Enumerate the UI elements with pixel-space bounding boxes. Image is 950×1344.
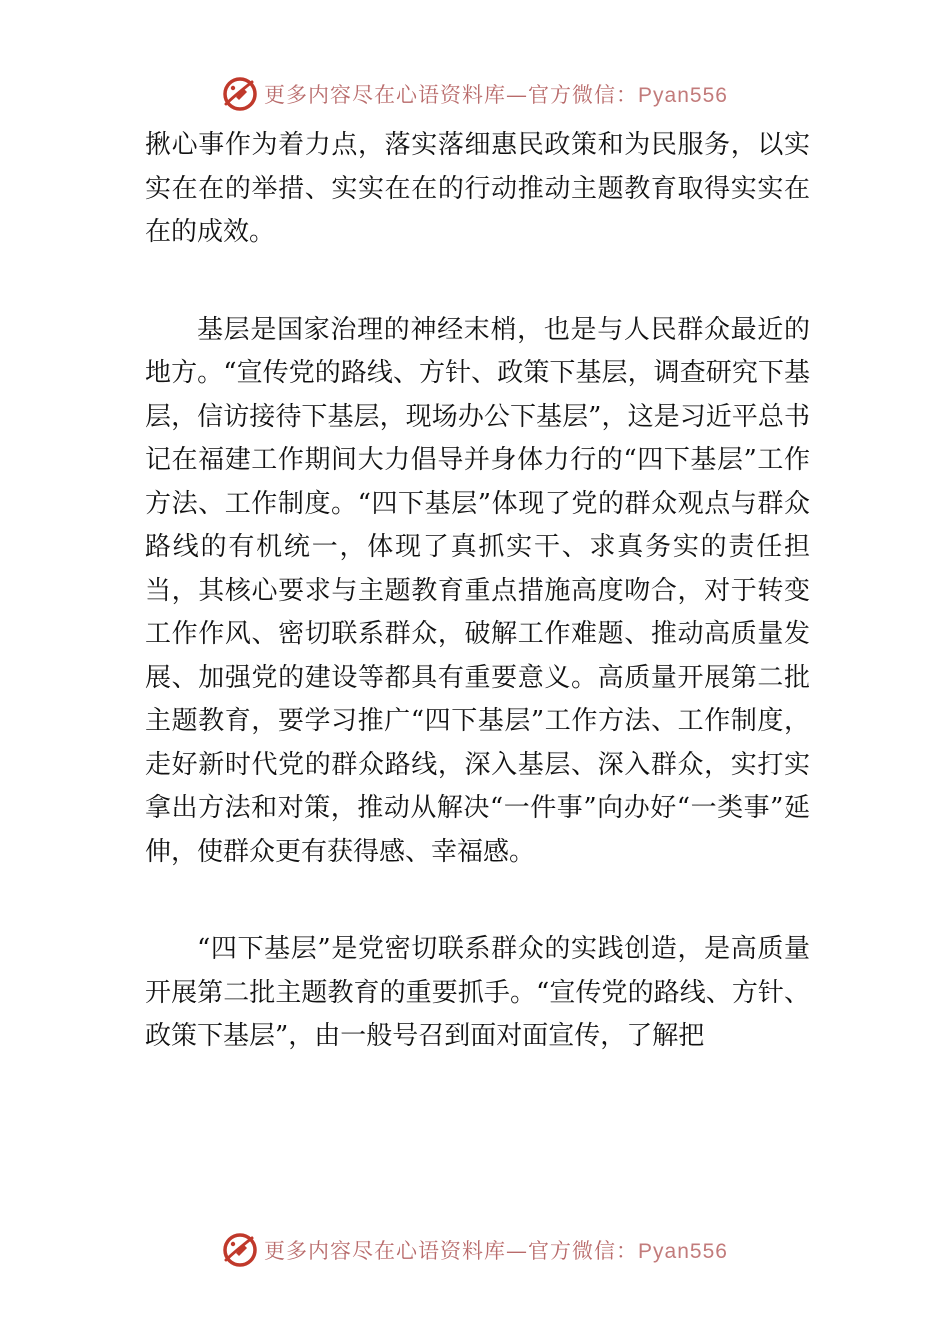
article-body (145, 124, 810, 1059)
footer-banner (0, 1232, 950, 1268)
footer-banner-text: 更多内容尽在心语资料库—官方微信：Pyan556 (264, 1239, 728, 1263)
pen-logo-icon (222, 1232, 258, 1268)
pen-logo-icon (222, 76, 258, 112)
paragraph-2: 基层是国家治理的神经末梢，也是与人民群众最近的地方。“宣传党的路线、方针、政策下基层，调查研究下基层，信访接待下基层，现场办公下基层”，这是习近平总书记在福建工作期间大力倡导并身体力行的“四下基层”工作方法、工作制度。“四下基层”体现了党的群众观点与群众路线的有机统一，体现了真抓实干、求真务实的责任担当，其核心要求与主题教育重点措施高度吻合，对于转变工作作风、密切联系群众，破解工作难题、推动高质量发展、加强党的建设等都具有重要意义。高质量开展第二批主题教育，要学习推广“四下基层”工作方法、工作制度，走好新时代党的群众路线，深入基层、深入群众，实打实拿出方法和对策，推动从解决“一件事”向办好“一类事”延伸，使群众更有获得感、幸福感。 (145, 314, 810, 867)
header-banner-text: 更多内容尽在心语资料库—官方微信：Pyan556 (264, 83, 728, 107)
paragraph-3: “四下基层”是党密切联系群众的实践创造，是高质量开展第二批主题教育的重要抓手。“宣传党的路线、方针、政策下基层”，由一般号召到面对面宣传，了解把 (145, 934, 810, 1051)
paragraph-1: 揪心事作为着力点，落实落细惠民政策和为民服务，以实实在在的举措、实实在在的行动推动主题教育取得实实在在的成效。 (145, 130, 810, 247)
header-banner (0, 76, 950, 112)
